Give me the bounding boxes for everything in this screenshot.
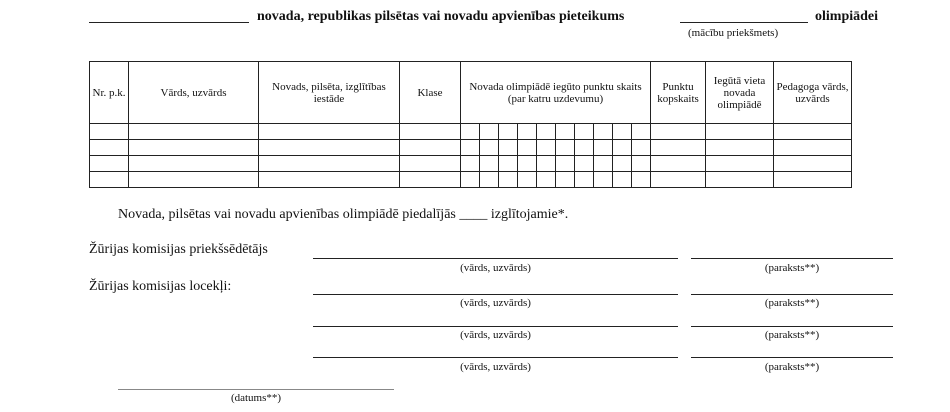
table-cell[interactable] bbox=[90, 172, 129, 188]
table-cell[interactable] bbox=[774, 156, 852, 172]
form-title: novada, republikas pilsētas vai novadu apvienības pieteikums bbox=[257, 9, 625, 24]
table-cell[interactable] bbox=[774, 124, 852, 140]
table-cell[interactable] bbox=[400, 140, 461, 156]
participants-table bbox=[89, 61, 852, 188]
table-cell[interactable] bbox=[632, 140, 651, 156]
olympiad-word: olimpiādei bbox=[815, 9, 879, 24]
table-cell[interactable] bbox=[774, 172, 852, 188]
table-cell[interactable] bbox=[651, 124, 706, 140]
member-2-signature-line[interactable] bbox=[691, 326, 893, 327]
table-cell[interactable] bbox=[499, 156, 518, 172]
table-cell[interactable] bbox=[480, 124, 499, 140]
table-cell[interactable] bbox=[575, 156, 594, 172]
table-cell[interactable] bbox=[594, 172, 613, 188]
table-cell[interactable] bbox=[632, 172, 651, 188]
table-cell[interactable] bbox=[499, 124, 518, 140]
table-cell[interactable] bbox=[575, 140, 594, 156]
table-cell[interactable] bbox=[259, 124, 400, 140]
table-cell[interactable] bbox=[575, 124, 594, 140]
table-cell[interactable] bbox=[518, 140, 537, 156]
table-cell[interactable] bbox=[90, 140, 129, 156]
table-cell[interactable] bbox=[556, 140, 575, 156]
table-cell[interactable] bbox=[499, 140, 518, 156]
member-2-name-line[interactable] bbox=[313, 326, 678, 327]
municipality-blank[interactable] bbox=[89, 22, 249, 23]
table-cell[interactable] bbox=[480, 140, 499, 156]
table-cell[interactable] bbox=[129, 124, 259, 140]
chair-signature-caption: (paraksts**) bbox=[764, 262, 820, 274]
chair-name-line[interactable] bbox=[313, 258, 678, 259]
table-body bbox=[90, 124, 852, 188]
table-cell[interactable] bbox=[400, 156, 461, 172]
member-1-name-caption: (vārds, uzvārds) bbox=[460, 297, 531, 309]
table-cell[interactable] bbox=[651, 140, 706, 156]
table-cell[interactable] bbox=[613, 156, 632, 172]
table-cell[interactable] bbox=[537, 140, 556, 156]
table-cell[interactable] bbox=[129, 156, 259, 172]
member-2-signature-caption: (paraksts**) bbox=[764, 329, 820, 341]
table-cell[interactable] bbox=[594, 140, 613, 156]
table-cell[interactable] bbox=[575, 172, 594, 188]
table-cell[interactable] bbox=[461, 172, 480, 188]
participants-text-after: izglītojamie*. bbox=[490, 207, 569, 222]
table-cell[interactable] bbox=[651, 172, 706, 188]
member-2-name-caption: (vārds, uzvārds) bbox=[460, 329, 531, 341]
table-cell[interactable] bbox=[706, 124, 774, 140]
table-cell[interactable] bbox=[537, 156, 556, 172]
table-cell[interactable] bbox=[90, 156, 129, 172]
table-cell[interactable] bbox=[518, 156, 537, 172]
member-3-name-line[interactable] bbox=[313, 357, 678, 358]
table-cell[interactable] bbox=[461, 140, 480, 156]
member-3-signature-line[interactable] bbox=[691, 357, 893, 358]
member-1-signature-line[interactable] bbox=[691, 294, 893, 295]
header-teacher: Pedagoga vārds, uzvārds bbox=[774, 62, 852, 124]
header-points-note: (par katru uzdevumu) bbox=[507, 92, 604, 105]
table-cell[interactable] bbox=[706, 156, 774, 172]
table-cell[interactable] bbox=[259, 156, 400, 172]
header-name: Vārds, uzvārds bbox=[129, 62, 259, 124]
header-grade: Klase bbox=[400, 62, 461, 124]
participants-count-blank[interactable]: ____ bbox=[459, 207, 488, 222]
table-cell[interactable] bbox=[129, 140, 259, 156]
participants-sentence bbox=[118, 207, 568, 223]
chair-signature-line[interactable] bbox=[691, 258, 893, 259]
header-total: Punktu kopskaits bbox=[651, 62, 706, 124]
table-cell[interactable] bbox=[461, 124, 480, 140]
member-3-signature-caption: (paraksts**) bbox=[764, 361, 820, 373]
header-nr: Nr. p.k. bbox=[90, 62, 129, 124]
table-cell[interactable] bbox=[556, 156, 575, 172]
table-header-row bbox=[90, 62, 852, 124]
table-cell[interactable] bbox=[480, 172, 499, 188]
jury-chair-label: Žūrijas komisijas priekšsēdētājs bbox=[89, 242, 268, 257]
table-cell[interactable] bbox=[594, 124, 613, 140]
table-cell[interactable] bbox=[651, 156, 706, 172]
subject-blank[interactable] bbox=[680, 22, 808, 23]
table-cell[interactable] bbox=[613, 172, 632, 188]
subject-caption: (mācību priekšmets) bbox=[688, 27, 779, 39]
chair-name-caption: (vārds, uzvārds) bbox=[460, 262, 531, 274]
date-line[interactable] bbox=[118, 389, 394, 390]
table-row bbox=[90, 172, 852, 188]
table-cell[interactable] bbox=[259, 172, 400, 188]
table-cell[interactable] bbox=[774, 140, 852, 156]
table-cell[interactable] bbox=[537, 172, 556, 188]
header-place: Iegūtā vieta novada olimpiādē bbox=[706, 62, 774, 124]
table-cell[interactable] bbox=[556, 172, 575, 188]
member-1-name-line[interactable] bbox=[313, 294, 678, 295]
header-points bbox=[461, 62, 651, 124]
table-row bbox=[90, 124, 852, 140]
table-cell[interactable] bbox=[400, 124, 461, 140]
date-caption: (datums**) bbox=[230, 392, 282, 404]
table-cell[interactable] bbox=[537, 124, 556, 140]
table-cell[interactable] bbox=[594, 156, 613, 172]
table-cell[interactable] bbox=[400, 172, 461, 188]
table-cell[interactable] bbox=[632, 156, 651, 172]
header-points-title: Novada olimpiādē iegūto punktu skaits bbox=[469, 80, 642, 93]
table-cell[interactable] bbox=[613, 124, 632, 140]
member-3-name-caption: (vārds, uzvārds) bbox=[460, 361, 531, 373]
table-cell[interactable] bbox=[90, 124, 129, 140]
table-cell[interactable] bbox=[129, 172, 259, 188]
table-cell[interactable] bbox=[480, 156, 499, 172]
table-cell[interactable] bbox=[518, 124, 537, 140]
table-row bbox=[90, 156, 852, 172]
table-cell[interactable] bbox=[461, 156, 480, 172]
table-cell[interactable] bbox=[613, 140, 632, 156]
table-cell[interactable] bbox=[259, 140, 400, 156]
table-row bbox=[90, 140, 852, 156]
table-cell[interactable] bbox=[706, 172, 774, 188]
participants-text-before: Novada, pilsētas vai novadu apvienības olimpiādē piedalījās bbox=[118, 207, 456, 222]
member-1-signature-caption: (paraksts**) bbox=[764, 297, 820, 309]
jury-members-label: Žūrijas komisijas locekļi: bbox=[89, 279, 232, 294]
header-region: Novads, pilsēta, izglītības iestāde bbox=[259, 62, 400, 124]
table-cell[interactable] bbox=[518, 172, 537, 188]
table-cell[interactable] bbox=[556, 124, 575, 140]
table-cell[interactable] bbox=[499, 172, 518, 188]
table-cell[interactable] bbox=[706, 140, 774, 156]
table-cell[interactable] bbox=[632, 124, 651, 140]
